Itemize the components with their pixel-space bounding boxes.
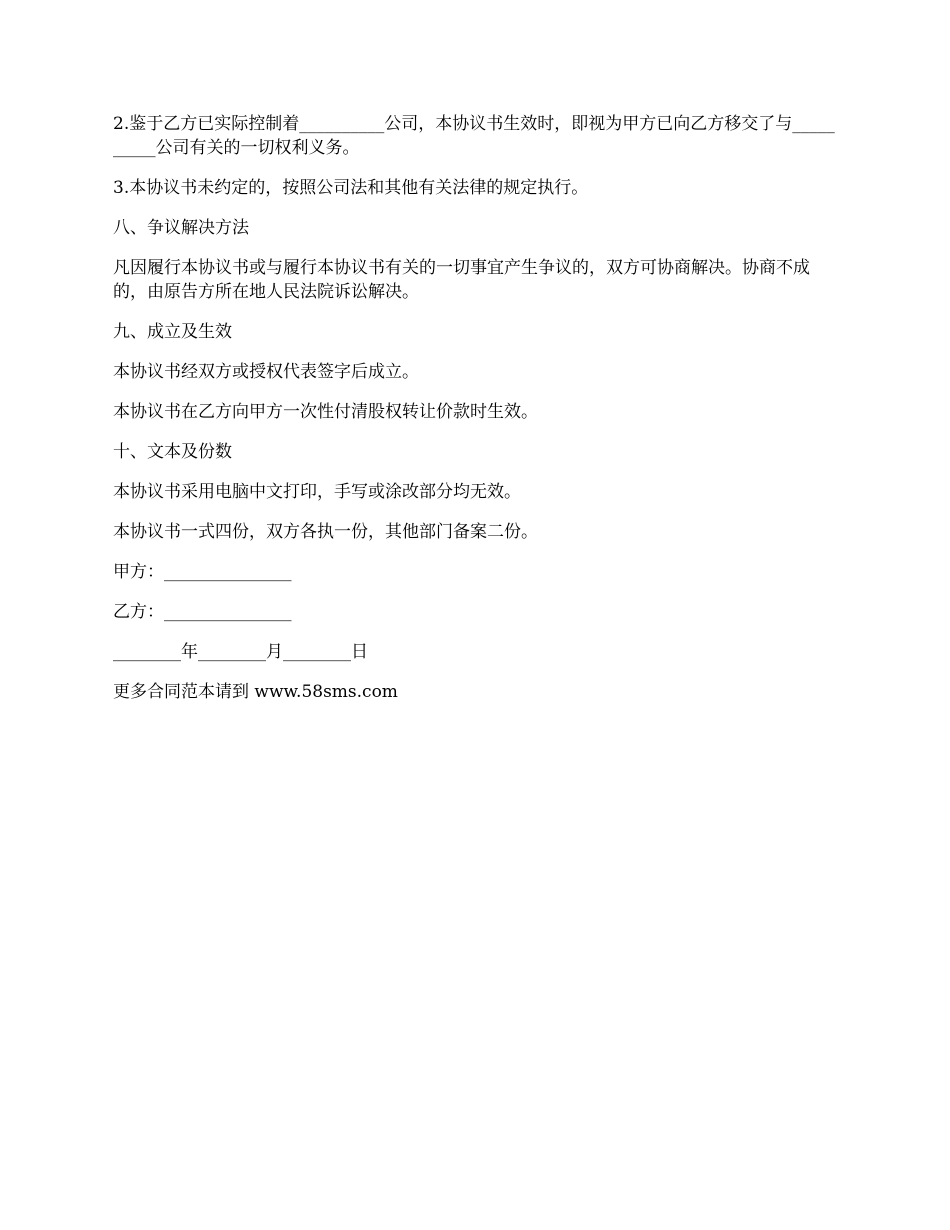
footer-website-note: 更多合同范本请到 www.58sms.com (113, 682, 398, 702)
party-a-signature-line: 甲方：_______________ (113, 562, 292, 582)
section-heading-effectiveness: 九、成立及生效 (113, 322, 232, 342)
date-line: ________年________月________日 (113, 642, 368, 662)
clause-2-transfer: 2.鉴于乙方已实际控制着__________公司，本协议书生效时，即视为甲方已向乙方移交了与__________公司有关的一切权利义务。 (113, 114, 835, 158)
establishment-text: 本协议书经双方或授权代表签字后成立。 (113, 362, 419, 382)
dispute-resolution-text: 凡因履行本协议书或与履行本协议书有关的一切事宜产生争议的，双方可协商解决。协商不成的，由原告方所在地人民法院诉讼解决。 (113, 258, 810, 302)
printing-text: 本协议书采用电脑中文打印，手写或涂改部分均无效。 (113, 482, 521, 502)
clause-3-other-law: 3.本协议书未约定的，按照公司法和其他有关法律的规定执行。 (113, 178, 589, 198)
document-body (113, 112, 843, 720)
effectiveness-text: 本协议书在乙方向甲方一次性付清股权转让价款时生效。 (113, 402, 538, 422)
section-heading-dispute: 八、争议解决方法 (113, 218, 249, 238)
party-b-signature-line: 乙方：_______________ (113, 602, 292, 622)
section-heading-copies: 十、文本及份数 (113, 442, 232, 462)
copies-text: 本协议书一式四份，双方各执一份，其他部门备案二份。 (113, 522, 538, 542)
